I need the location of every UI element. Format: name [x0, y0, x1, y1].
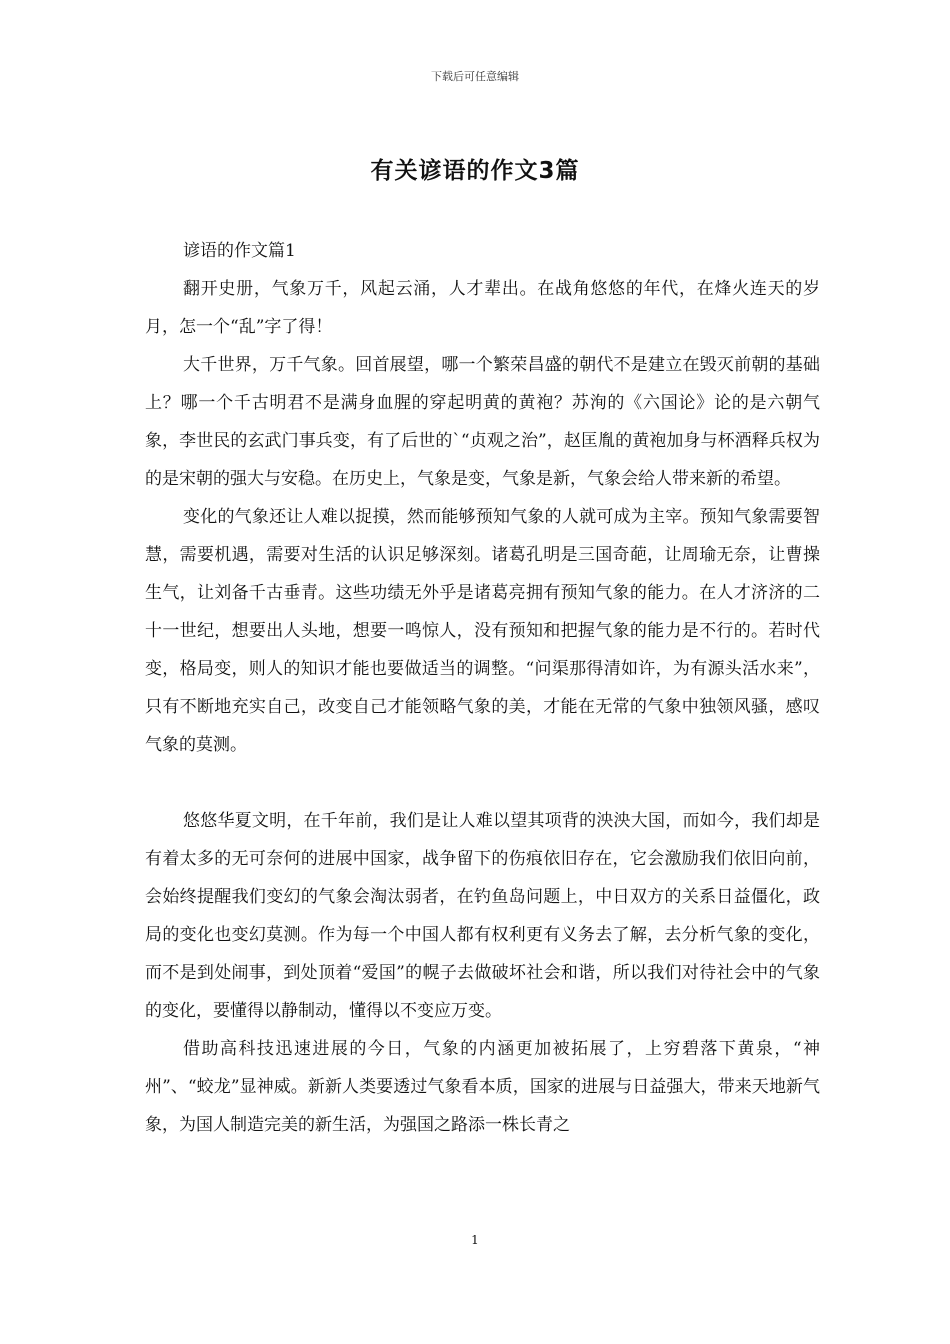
page-header-note: 下载后可任意编辑 — [431, 70, 519, 83]
paragraph: 借助高科技迅速进展的今日，气象的内涵更加被拓展了，上穷碧落下黄泉，“神州”、“蛟龙”显神威。新新人类要透过气象看本质，国家的进展与日益强大，带来天地新气象，为国人制造完美的新生活，为强国之路添一株长青之 — [145, 1039, 820, 1135]
paragraph: 翻开史册，气象万千，风起云涌，人才辈出。在战角悠悠的年代，在烽火连天的岁月，怎一个“乱”字了得！ — [145, 279, 820, 337]
paragraph: 变化的气象还让人难以捉摸，然而能够预知气象的人就可成为主宰。预知气象需要智慧，需要机遇，需要对生活的认识足够深刻。诸葛孔明是三国奇葩，让周瑜无奈，让曹操生气，让刘备千古垂青。这些功绩无外乎是诸葛亮拥有预知气象的能力。在人才济济的二十一世纪，想要出人头地，想要一鸣惊人，没有预知和把握气象的能力是不行的。若时代变，格局变，则人的知识才能也要做适当的调整。“问渠那得清如许，为有源头活水来”，只有不断地充实自己，改变自己才能领略气象的美，才能在无常的气象中独领风骚，感叹气象的莫测。 — [145, 507, 820, 755]
page-number: 1 — [471, 1233, 479, 1247]
document-title: 有关谚语的作文3篇 — [370, 158, 580, 184]
section-heading: 谚语的作文篇1 — [183, 241, 296, 261]
paragraph: 悠悠华夏文明，在千年前，我们是让人难以望其项背的泱泱大国，而如今，我们却是有着太多的无可奈何的进展中国家，战争留下的伤痕依旧存在，它会激励我们依旧向前，会始终提醒我们变幻的气象会淘汰弱者，在钓鱼岛问题上，中日双方的关系日益僵化，政局的变化也变幻莫测。作为每一个中国人都有权利更有义务去了解，去分析气象的变化，而不是到处闹事，到处顶着“爱国”的幌子去做破坏社会和谐，所以我们对待社会中的气象的变化，要懂得以静制动，懂得以不变应万变。 — [145, 811, 820, 1021]
paragraph: 大千世界，万千气象。回首展望，哪一个繁荣昌盛的朝代不是建立在毁灭前朝的基础上？哪一个千古明君不是满身血腥的穿起明黄的黄袍？苏洵的《六国论》论的是六朝气象，李世民的玄武门事兵变，有了后世的`“贞观之治”，赵匡胤的黄袍加身与杯酒释兵权为的是宋朝的强大与安稳。在历史上，气象是变，气象是新，气象会给人带来新的希望。 — [145, 355, 820, 489]
paragraph-gap — [145, 764, 820, 802]
document-body — [145, 232, 820, 1144]
